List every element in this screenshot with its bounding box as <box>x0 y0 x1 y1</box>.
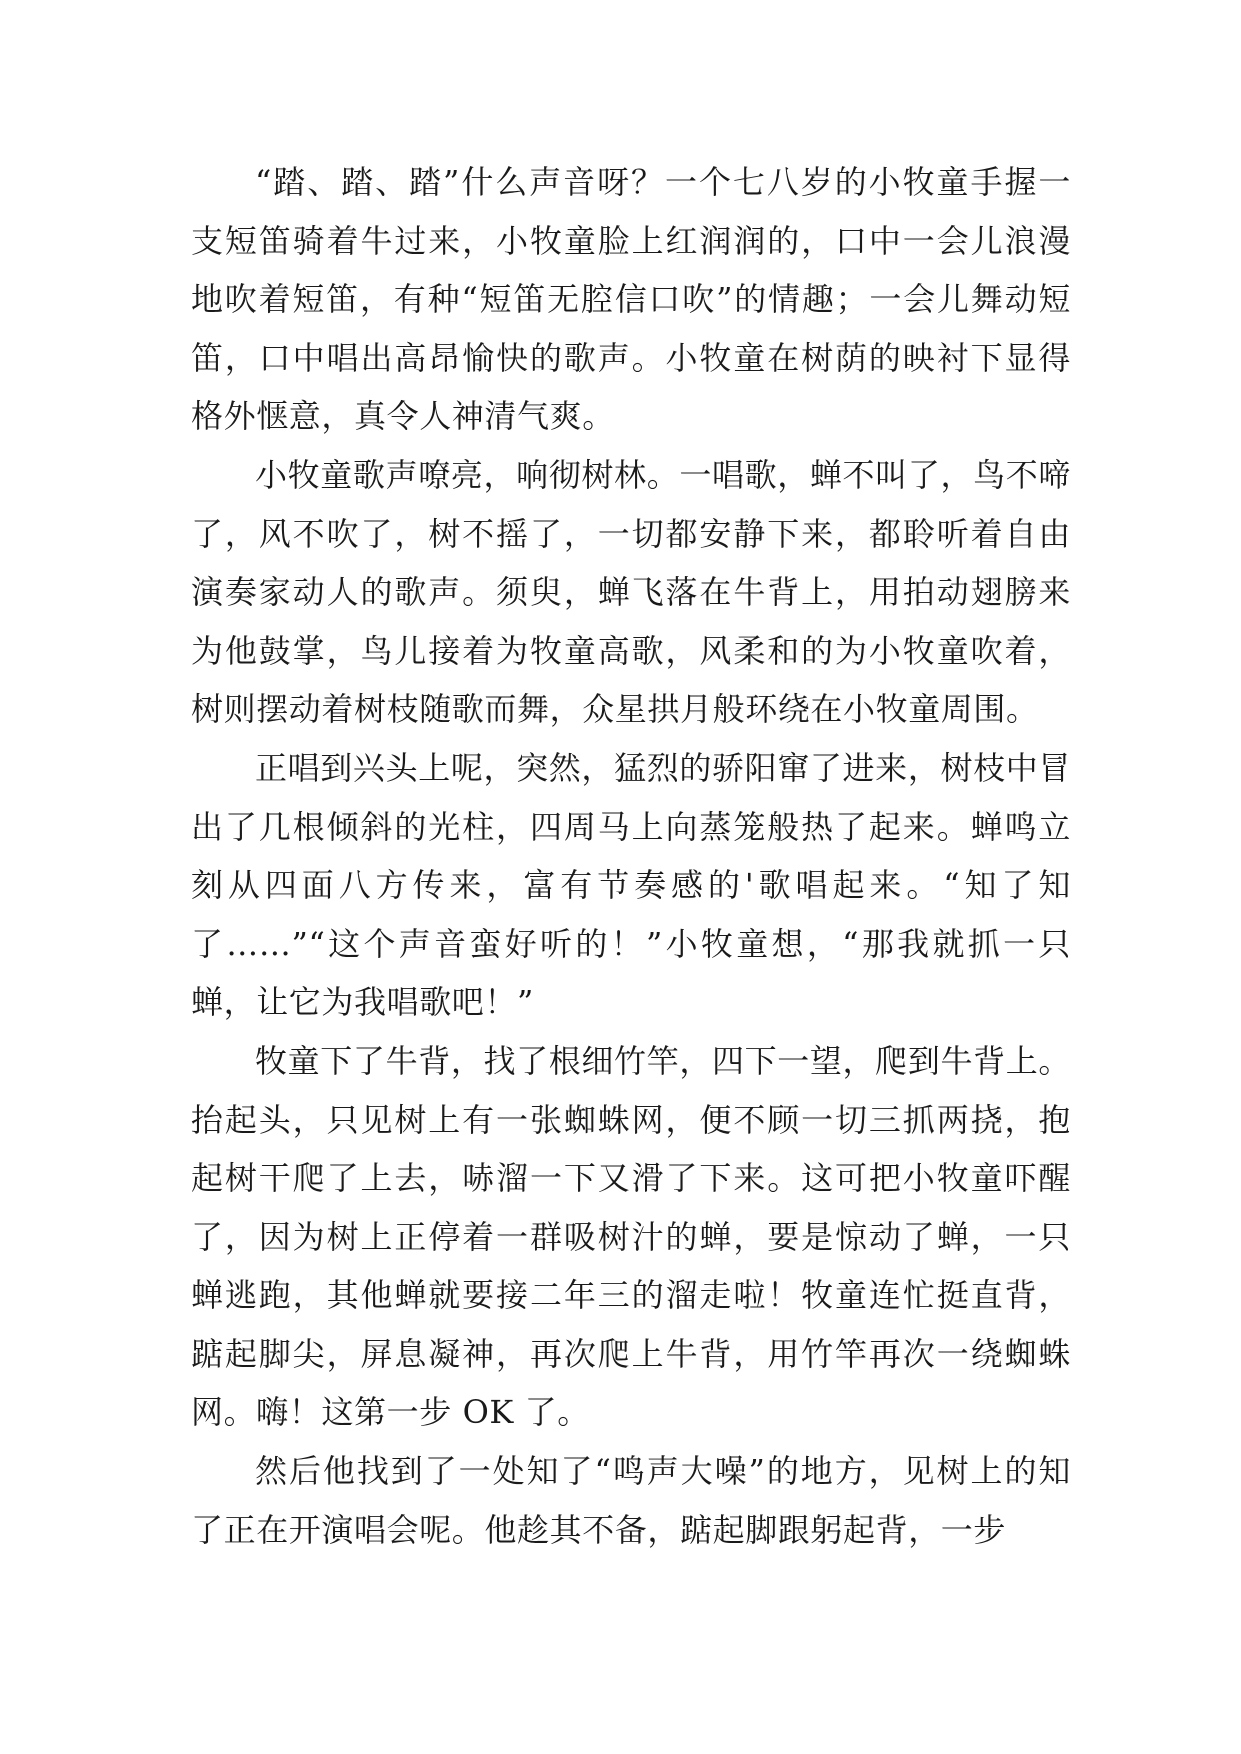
paragraph-5: 然后他找到了一处知了“鸣声大噪”的地方，见树上的知了正在开演唱会呢。他趁其不备，踮起脚跟躬起背，一步 <box>191 1452 1071 1549</box>
paragraph-3: 正唱到兴头上呢，突然，猛烈的骄阳窜了进来，树枝中冒出了几根倾斜的光柱，四周马上向蒸笼般热了起来。蝉鸣立刻从四面八方传来，富有节奏感的'歌唱起来。“知了知了……”“这个声音蛮好听的！”小牧童想，“那我就抓一只蝉，让它为我唱歌吧！” <box>191 748 1071 1022</box>
paragraph-4: 牧童下了牛背，找了根细竹竿，四下一望，爬到牛背上。抬起头，只见树上有一张蜘蛛网，便不顾一切三抓两挠，抱起树干爬了上去，哧溜一下又滑了下来。这可把小牧童吓醒了，因为树上正停着一群吸树汁的蝉，要是惊动了蝉，一只蝉逃跑，其他蝉就要接二年三的溜走啦！牧童连忙挺直背，踮起脚尖，屏息凝神，再次爬上牛背，用竹竿再次一绕蜘蛛网。嗨！这第一步 OK 了。 <box>191 1041 1071 1432</box>
essay-body <box>191 153 1071 1559</box>
paragraph-2: 小牧童歌声嘹亮，响彻树林。一唱歌，蝉不叫了，鸟不啼了，风不吹了，树不摇了，一切都安静下来，都聆听着自由演奏家动人的歌声。须臾，蝉飞落在牛背上，用拍动翅膀来为他鼓掌，鸟儿接着为牧童高歌，风柔和的为小牧童吹着，树则摆动着树枝随歌而舞，众星拱月般环绕在小牧童周围。 <box>191 455 1071 729</box>
paragraph-1: “踏、踏、踏”什么声音呀？一个七八岁的小牧童手握一支短笛骑着牛过来，小牧童脸上红润润的，口中一会儿浪漫地吹着短笛，有种“短笛无腔信口吹”的情趣；一会儿舞动短笛，口中唱出高昂愉快的歌声。小牧童在树荫的映衬下显得格外惬意，真令人神清气爽。 <box>191 163 1071 436</box>
